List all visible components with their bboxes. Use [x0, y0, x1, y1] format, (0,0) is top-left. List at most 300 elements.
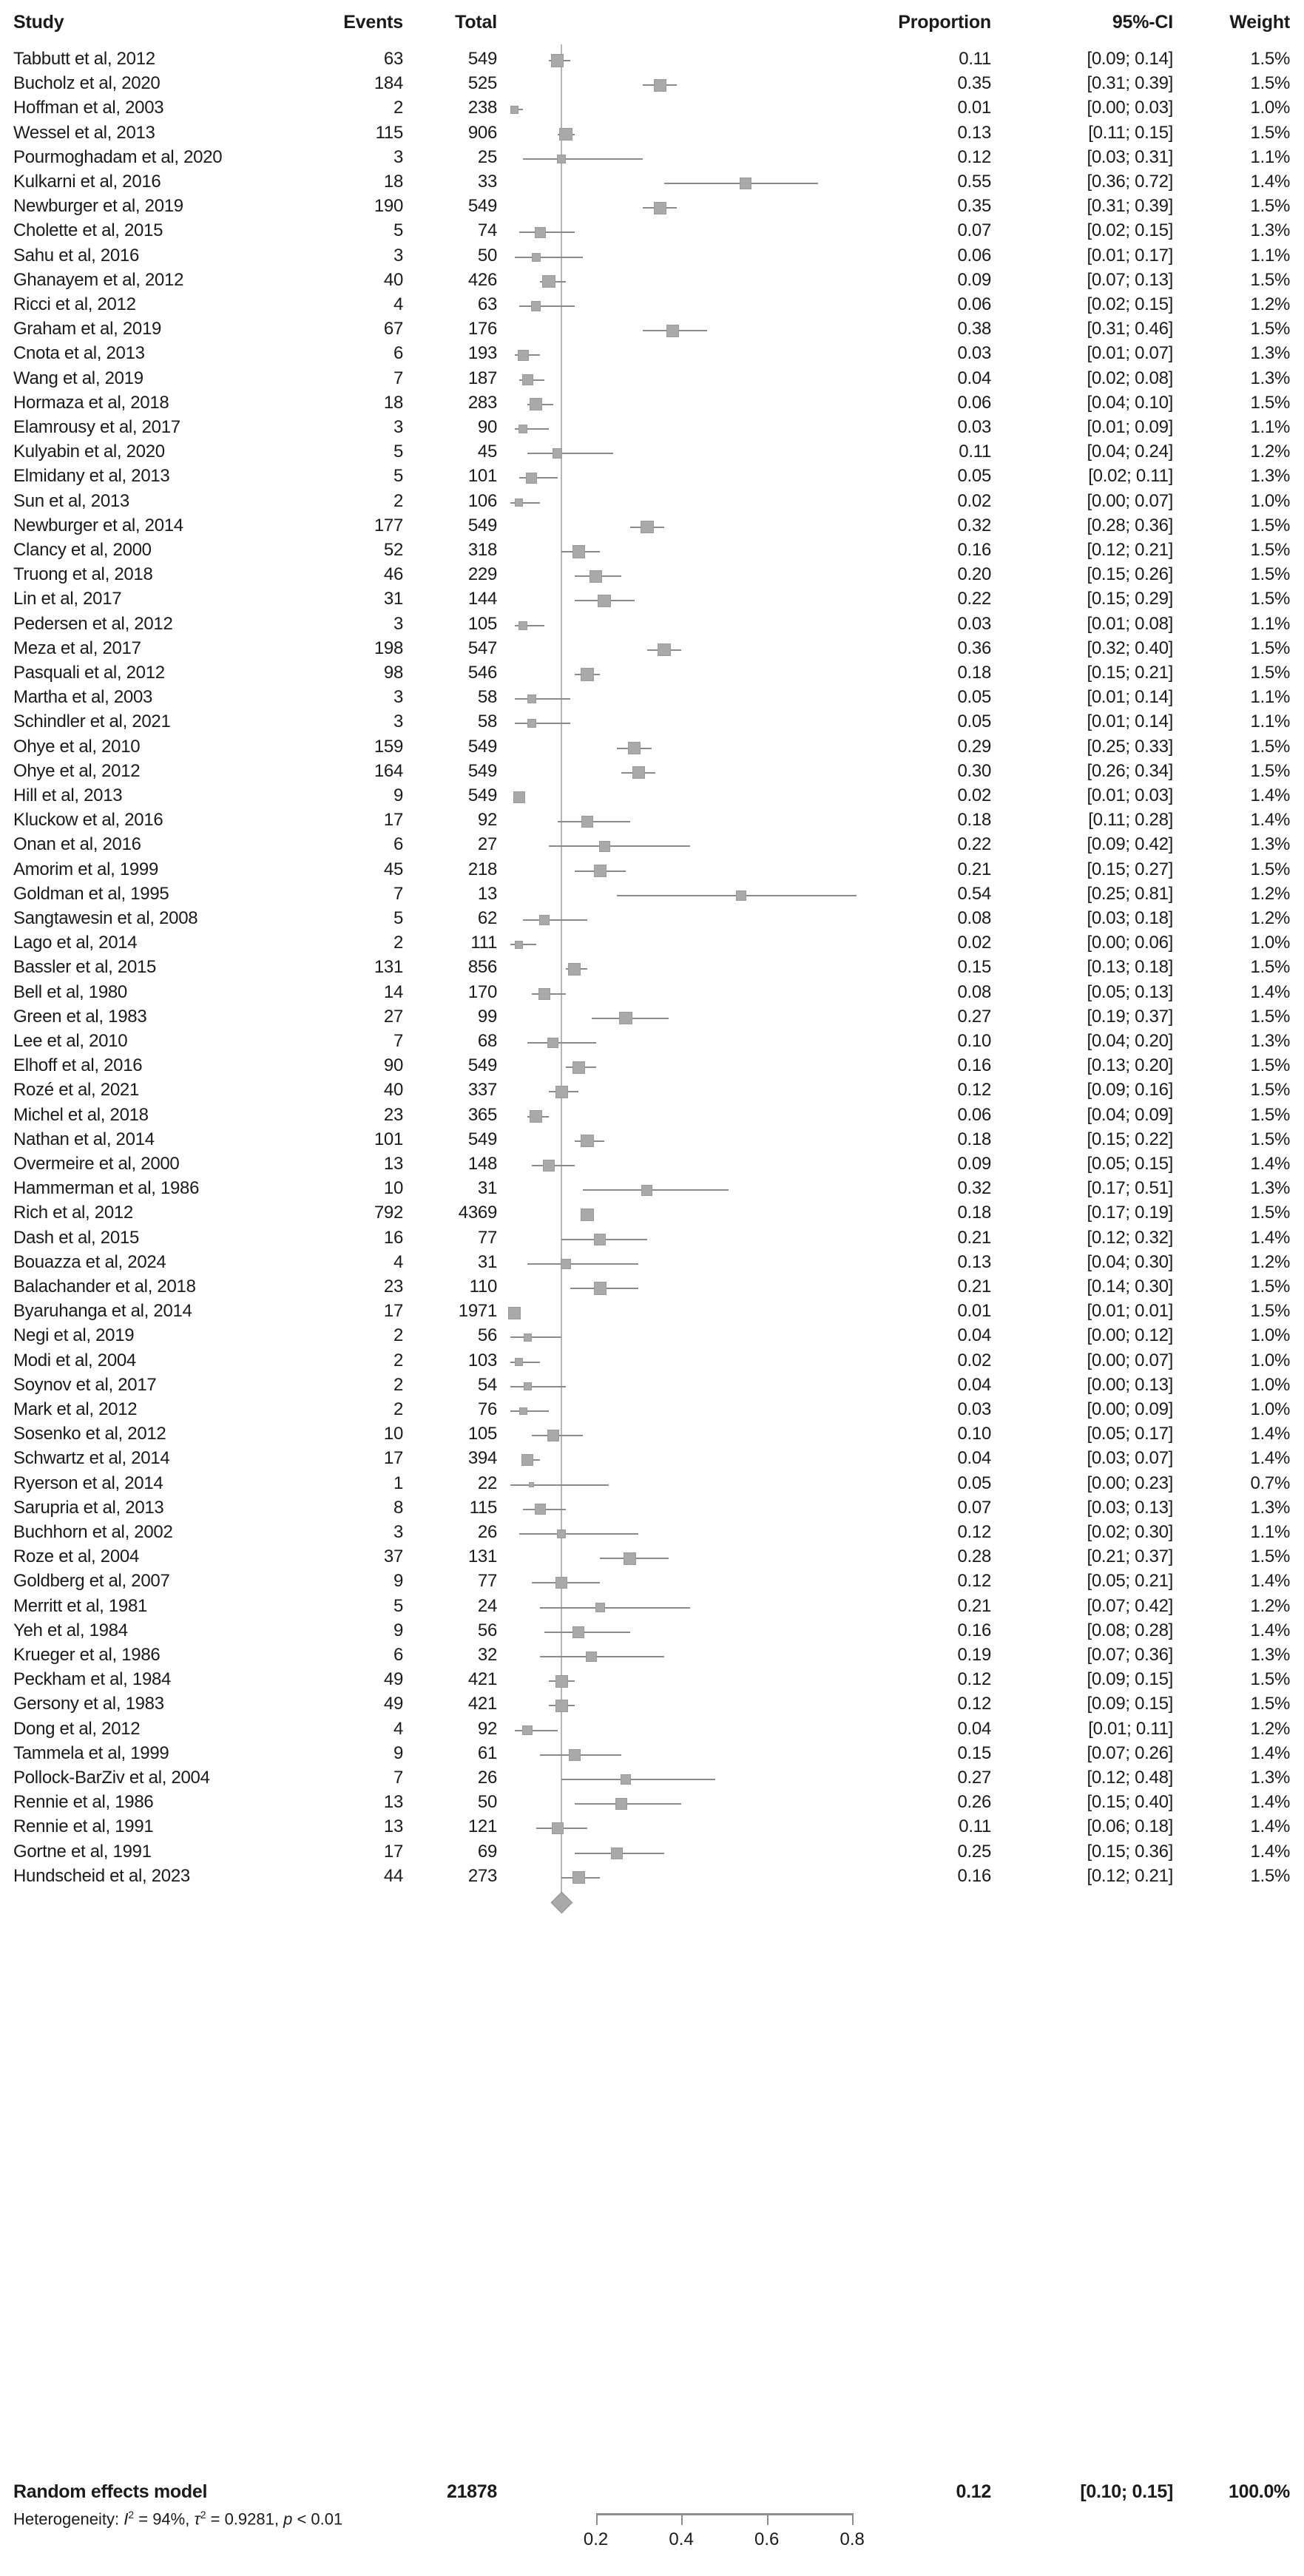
row-events: 792	[374, 1203, 403, 1223]
row-total: 238	[467, 98, 497, 118]
row-proportion: 0.01	[957, 98, 991, 118]
row-events: 7	[393, 883, 403, 904]
row-ci: [0.15; 0.29]	[1087, 589, 1173, 609]
row-proportion: 0.18	[957, 1203, 991, 1223]
row-ci: [0.28; 0.36]	[1087, 515, 1173, 535]
row-ci: [0.07; 0.26]	[1087, 1742, 1173, 1763]
row-ci: [0.01; 0.03]	[1087, 785, 1173, 805]
table-row	[0, 1080, 1304, 1104]
row-proportion: 0.27	[957, 1768, 991, 1788]
row-total: 421	[467, 1694, 497, 1714]
row-events: 67	[383, 319, 403, 339]
row-proportion: 0.32	[957, 515, 991, 535]
row-weight: 1.4%	[1250, 1154, 1290, 1174]
row-weight: 1.3%	[1250, 1768, 1290, 1788]
row-proportion: 0.16	[957, 1055, 991, 1076]
row-events: 46	[383, 564, 403, 585]
row-proportion: 0.18	[957, 1129, 991, 1149]
row-weight: 1.4%	[1250, 1841, 1290, 1862]
row-study-name: Truong et al, 2018	[13, 564, 153, 585]
row-events: 18	[383, 392, 403, 413]
row-proportion: 0.13	[957, 122, 991, 143]
row-proportion: 0.09	[957, 1154, 991, 1174]
row-proportion: 0.12	[957, 1571, 991, 1592]
row-proportion: 0.05	[957, 466, 991, 487]
row-events: 23	[383, 1277, 403, 1297]
row-study-name: Ohye et al, 2012	[13, 760, 141, 781]
row-study-name: Yeh et al, 1984	[13, 1620, 128, 1640]
table-row	[0, 1768, 1304, 1792]
row-ci: [0.12; 0.21]	[1087, 1865, 1173, 1886]
row-events: 131	[374, 957, 403, 978]
row-proportion: 0.54	[957, 883, 991, 904]
row-total: 105	[467, 1424, 497, 1444]
row-study-name: Rennie et al, 1991	[13, 1816, 154, 1837]
row-events: 2	[393, 933, 403, 953]
row-study-name: Amorim et al, 1999	[13, 859, 159, 879]
row-study-name: Kulkarni et al, 2016	[13, 172, 161, 192]
row-events: 13	[383, 1816, 403, 1837]
table-row	[0, 466, 1304, 490]
row-events: 184	[374, 73, 403, 94]
row-weight: 1.4%	[1250, 1227, 1290, 1248]
row-study-name: Clancy et al, 2000	[13, 540, 152, 560]
row-ci: [0.04; 0.09]	[1087, 1104, 1173, 1125]
row-study-name: Newburger et al, 2014	[13, 515, 183, 535]
het-p-value: < 0.01	[292, 2509, 343, 2529]
row-total: 22	[477, 1473, 497, 1493]
row-proportion: 0.22	[957, 589, 991, 609]
table-row	[0, 294, 1304, 319]
row-proportion: 0.21	[957, 859, 991, 879]
row-proportion: 0.02	[957, 785, 991, 805]
table-row	[0, 589, 1304, 613]
axis-tick-label: 0.6	[754, 2529, 780, 2549]
row-weight: 1.4%	[1250, 1816, 1290, 1837]
row-proportion: 0.08	[957, 981, 991, 1002]
table-row	[0, 196, 1304, 220]
row-events: 8	[393, 1497, 403, 1518]
row-total: 4369	[458, 1203, 497, 1223]
row-study-name: Byaruhanga et al, 2014	[13, 1301, 192, 1322]
row-proportion: 0.04	[957, 1448, 991, 1469]
table-row	[0, 319, 1304, 343]
row-study-name: Elmidany et al, 2013	[13, 466, 170, 487]
row-proportion: 0.04	[957, 1374, 991, 1395]
row-weight: 1.4%	[1250, 1792, 1290, 1813]
row-proportion: 0.55	[957, 172, 991, 192]
row-total: 549	[467, 736, 497, 757]
row-study-name: Goldberg et al, 2007	[13, 1571, 170, 1592]
het-tau-label: τ	[194, 2509, 200, 2529]
row-study-name: Dong et al, 2012	[13, 1718, 141, 1739]
row-ci: [0.12; 0.48]	[1087, 1768, 1173, 1788]
row-total: 105	[467, 613, 497, 634]
row-weight: 1.5%	[1250, 1104, 1290, 1125]
row-events: 2	[393, 1325, 403, 1346]
table-row	[0, 1792, 1304, 1816]
row-weight: 1.5%	[1250, 957, 1290, 978]
table-row	[0, 368, 1304, 393]
row-ci: [0.07; 0.36]	[1087, 1645, 1173, 1665]
row-weight: 1.3%	[1250, 1178, 1290, 1199]
row-weight: 1.4%	[1250, 1571, 1290, 1592]
row-events: 13	[383, 1792, 403, 1813]
row-proportion: 0.16	[957, 540, 991, 560]
row-events: 4	[393, 1251, 403, 1272]
row-weight: 1.5%	[1250, 564, 1290, 585]
row-proportion: 0.10	[957, 1031, 991, 1051]
row-proportion: 0.12	[957, 1080, 991, 1101]
row-ci: [0.01; 0.08]	[1087, 613, 1173, 634]
row-study-name: Lago et al, 2014	[13, 933, 138, 953]
row-ci: [0.12; 0.21]	[1087, 540, 1173, 560]
row-proportion: 0.03	[957, 613, 991, 634]
row-total: 74	[477, 220, 497, 241]
row-total: 1971	[458, 1301, 497, 1322]
row-proportion: 0.15	[957, 957, 991, 978]
row-proportion: 0.09	[957, 269, 991, 290]
row-events: 10	[383, 1424, 403, 1444]
row-proportion: 0.04	[957, 368, 991, 388]
row-total: 549	[467, 515, 497, 535]
row-ci: [0.01; 0.11]	[1088, 1718, 1173, 1739]
row-total: 421	[467, 1669, 497, 1690]
row-weight: 1.0%	[1250, 933, 1290, 953]
row-study-name: Soynov et al, 2017	[13, 1374, 157, 1395]
row-events: 2	[393, 98, 403, 118]
row-ci: [0.01; 0.09]	[1087, 417, 1173, 437]
row-ci: [0.19; 0.37]	[1087, 1006, 1173, 1027]
row-study-name: Ryerson et al, 2014	[13, 1473, 163, 1493]
row-proportion: 0.08	[957, 908, 991, 928]
row-study-name: Dash et al, 2015	[13, 1227, 139, 1248]
row-study-name: Negi et al, 2019	[13, 1325, 135, 1346]
row-events: 17	[383, 1448, 403, 1469]
row-weight: 1.3%	[1250, 1031, 1290, 1051]
row-ci: [0.31; 0.46]	[1087, 319, 1173, 339]
row-events: 27	[383, 1006, 403, 1027]
table-row	[0, 638, 1304, 663]
row-study-name: Overmeire et al, 2000	[13, 1154, 180, 1174]
row-weight: 1.2%	[1250, 1251, 1290, 1272]
row-weight: 1.5%	[1250, 638, 1290, 658]
row-ci: [0.03; 0.31]	[1087, 146, 1173, 167]
row-total: 61	[477, 1742, 497, 1763]
table-row	[0, 1719, 1304, 1743]
row-study-name: Ohye et al, 2010	[13, 736, 141, 757]
row-study-name: Krueger et al, 1986	[13, 1645, 161, 1665]
row-events: 6	[393, 343, 403, 364]
row-total: 76	[477, 1399, 497, 1419]
row-weight: 1.3%	[1250, 368, 1290, 388]
row-study-name: Pedersen et al, 2012	[13, 613, 173, 634]
row-ci: [0.09; 0.15]	[1087, 1694, 1173, 1714]
table-row	[0, 1866, 1304, 1890]
axis-tick-label: 0.8	[840, 2529, 865, 2549]
row-proportion: 0.10	[957, 1424, 991, 1444]
table-row	[0, 1620, 1304, 1645]
row-weight: 1.0%	[1250, 1325, 1290, 1346]
table-row	[0, 73, 1304, 98]
row-total: 27	[477, 834, 497, 855]
row-events: 16	[383, 1227, 403, 1248]
row-events: 7	[393, 368, 403, 388]
row-proportion: 0.12	[957, 146, 991, 167]
table-row	[0, 1399, 1304, 1424]
row-total: 24	[477, 1595, 497, 1616]
row-proportion: 0.05	[957, 711, 991, 732]
row-proportion: 0.29	[957, 736, 991, 757]
axis-tick-label: 0.4	[669, 2529, 694, 2549]
row-proportion: 0.06	[957, 294, 991, 314]
row-events: 31	[383, 589, 403, 609]
row-events: 45	[383, 859, 403, 879]
row-study-name: Bassler et al, 2015	[13, 957, 157, 978]
row-proportion: 0.18	[957, 663, 991, 683]
table-row	[0, 1669, 1304, 1694]
row-study-name: Hoffman et al, 2003	[13, 98, 164, 118]
row-weight: 1.0%	[1250, 1399, 1290, 1419]
row-events: 3	[393, 245, 403, 266]
row-ci: [0.09; 0.16]	[1087, 1080, 1173, 1101]
row-study-name: Pasquali et al, 2012	[13, 663, 165, 683]
heterogeneity-text	[13, 2509, 342, 2529]
row-weight: 1.1%	[1250, 146, 1290, 167]
row-total: 193	[467, 343, 497, 364]
row-events: 5	[393, 1595, 403, 1616]
row-weight: 1.3%	[1250, 220, 1290, 241]
row-total: 549	[467, 1129, 497, 1149]
row-total: 77	[477, 1227, 497, 1248]
row-total: 58	[477, 711, 497, 732]
row-total: 426	[467, 269, 497, 290]
row-weight: 1.5%	[1250, 1694, 1290, 1714]
table-row	[0, 1031, 1304, 1055]
column-header-total: Total	[455, 12, 497, 33]
row-study-name: Onan et al, 2016	[13, 834, 141, 855]
row-weight: 1.5%	[1250, 1546, 1290, 1567]
row-weight: 1.1%	[1250, 711, 1290, 732]
row-study-name: Kulyabin et al, 2020	[13, 442, 165, 462]
row-proportion: 0.25	[957, 1841, 991, 1862]
row-events: 7	[393, 1031, 403, 1051]
row-total: 77	[477, 1571, 497, 1592]
row-study-name: Sosenko et al, 2012	[13, 1424, 166, 1444]
table-row	[0, 1203, 1304, 1227]
row-proportion: 0.04	[957, 1718, 991, 1739]
row-events: 14	[383, 981, 403, 1002]
table-row	[0, 246, 1304, 270]
row-study-name: Rich et al, 2012	[13, 1203, 133, 1223]
row-weight: 1.0%	[1250, 98, 1290, 118]
row-study-name: Graham et al, 2019	[13, 319, 162, 339]
row-weight: 1.5%	[1250, 540, 1290, 560]
table-row	[0, 1473, 1304, 1498]
row-study-name: Rennie et al, 1986	[13, 1792, 154, 1813]
row-proportion: 0.04	[957, 1325, 991, 1346]
row-study-name: Lin et al, 2017	[13, 589, 122, 609]
row-weight: 1.0%	[1250, 1350, 1290, 1370]
summary-diamond	[551, 1891, 572, 1913]
row-total: 101	[467, 466, 497, 487]
row-total: 546	[467, 663, 497, 683]
row-study-name: Hormaza et al, 2018	[13, 392, 169, 413]
row-total: 56	[477, 1325, 497, 1346]
row-events: 6	[393, 1645, 403, 1665]
row-proportion: 0.16	[957, 1620, 991, 1640]
row-weight: 1.5%	[1250, 663, 1290, 683]
column-header-weight: Weight	[1229, 12, 1290, 33]
row-ci: [0.01; 0.17]	[1087, 245, 1173, 266]
row-study-name: Martha et al, 2003	[13, 687, 153, 708]
row-study-name: Sahu et al, 2016	[13, 245, 140, 266]
row-total: 144	[467, 589, 497, 609]
row-proportion: 0.11	[959, 1816, 991, 1837]
row-total: 54	[477, 1374, 497, 1395]
row-total: 63	[477, 294, 497, 314]
row-weight: 1.5%	[1250, 1865, 1290, 1886]
summary-ci: [0.10; 0.15]	[1080, 2481, 1173, 2502]
row-total: 549	[467, 1055, 497, 1076]
row-ci: [0.02; 0.15]	[1087, 220, 1173, 241]
row-ci: [0.17; 0.51]	[1087, 1178, 1173, 1199]
row-weight: 1.5%	[1250, 73, 1290, 94]
row-proportion: 0.26	[957, 1792, 991, 1813]
row-ci: [0.09; 0.15]	[1087, 1669, 1173, 1690]
row-events: 17	[383, 1301, 403, 1322]
row-events: 10	[383, 1178, 403, 1199]
row-ci: [0.31; 0.39]	[1087, 196, 1173, 217]
het-prefix: Heterogeneity:	[13, 2509, 124, 2529]
table-row	[0, 834, 1304, 859]
row-total: 273	[467, 1865, 497, 1886]
row-total: 318	[467, 540, 497, 560]
row-events: 101	[374, 1129, 403, 1149]
axis-tick	[596, 2513, 598, 2525]
row-weight: 1.5%	[1250, 515, 1290, 535]
row-study-name: Hundscheid et al, 2023	[13, 1865, 190, 1886]
row-weight: 1.3%	[1250, 1497, 1290, 1518]
row-ci: [0.31; 0.39]	[1087, 73, 1173, 94]
table-row	[0, 1178, 1304, 1203]
table-row	[0, 1129, 1304, 1154]
row-events: 40	[383, 269, 403, 290]
row-ci: [0.15; 0.36]	[1087, 1841, 1173, 1862]
row-ci: [0.02; 0.15]	[1087, 294, 1173, 314]
row-proportion: 0.32	[957, 1178, 991, 1199]
row-weight: 1.3%	[1250, 466, 1290, 487]
summary-row	[0, 2481, 1304, 2506]
row-events: 49	[383, 1669, 403, 1690]
row-proportion: 0.16	[957, 1865, 991, 1886]
row-total: 121	[467, 1816, 497, 1837]
table-row	[0, 515, 1304, 540]
row-proportion: 0.03	[957, 343, 991, 364]
x-axis	[510, 2513, 910, 2565]
row-study-name: Hill et al, 2013	[13, 785, 123, 805]
row-weight: 1.2%	[1250, 1595, 1290, 1616]
row-events: 18	[383, 172, 403, 192]
row-weight: 1.2%	[1250, 442, 1290, 462]
row-ci: [0.02; 0.30]	[1087, 1522, 1173, 1542]
row-proportion: 0.21	[957, 1227, 991, 1248]
row-proportion: 0.35	[957, 196, 991, 217]
row-weight: 1.5%	[1250, 1006, 1290, 1027]
table-row	[0, 1325, 1304, 1350]
row-study-name: Elhoff et al, 2016	[13, 1055, 143, 1076]
row-study-name: Goldman et al, 1995	[13, 883, 169, 904]
row-weight: 1.4%	[1250, 981, 1290, 1002]
row-weight: 1.5%	[1250, 1129, 1290, 1149]
row-weight: 1.2%	[1250, 908, 1290, 928]
row-proportion: 0.11	[959, 442, 991, 462]
row-total: 26	[477, 1768, 497, 1788]
row-events: 17	[383, 1841, 403, 1862]
row-total: 56	[477, 1620, 497, 1640]
table-row	[0, 1448, 1304, 1473]
table-row	[0, 1424, 1304, 1448]
table-row	[0, 1498, 1304, 1522]
row-events: 198	[374, 638, 403, 658]
row-total: 337	[467, 1080, 497, 1101]
row-weight: 1.4%	[1250, 810, 1290, 831]
row-ci: [0.04; 0.24]	[1087, 442, 1173, 462]
row-proportion: 0.02	[957, 933, 991, 953]
row-weight: 1.5%	[1250, 122, 1290, 143]
column-header-events: Events	[343, 12, 403, 33]
row-total: 69	[477, 1841, 497, 1862]
row-total: 549	[467, 49, 497, 69]
row-ci: [0.01; 0.14]	[1087, 687, 1173, 708]
table-row	[0, 270, 1304, 294]
row-study-name: Wang et al, 2019	[13, 368, 143, 388]
row-proportion: 0.05	[957, 687, 991, 708]
row-weight: 1.5%	[1250, 859, 1290, 879]
row-events: 190	[374, 196, 403, 217]
row-ci: [0.36; 0.72]	[1087, 172, 1173, 192]
row-ci: [0.00; 0.09]	[1087, 1399, 1173, 1419]
row-total: 31	[477, 1178, 497, 1199]
summary-weight: 100.0%	[1229, 2481, 1290, 2502]
row-proportion: 0.35	[957, 73, 991, 94]
table-row	[0, 908, 1304, 933]
table-row	[0, 1007, 1304, 1031]
row-total: 115	[469, 1497, 497, 1518]
row-ci: [0.03; 0.18]	[1087, 908, 1173, 928]
row-proportion: 0.02	[957, 1350, 991, 1370]
row-ci: [0.04; 0.20]	[1087, 1031, 1173, 1051]
row-ci: [0.03; 0.07]	[1087, 1448, 1173, 1469]
row-weight: 1.4%	[1250, 172, 1290, 192]
row-proportion: 0.28	[957, 1546, 991, 1567]
row-ci: [0.00; 0.03]	[1087, 98, 1173, 118]
table-row	[0, 540, 1304, 564]
row-events: 5	[393, 908, 403, 928]
column-header-ci: 95%-CI	[1112, 12, 1173, 33]
row-weight: 1.4%	[1250, 785, 1290, 805]
row-ci: [0.05; 0.21]	[1087, 1571, 1173, 1592]
row-events: 9	[393, 1742, 403, 1763]
table-row	[0, 1154, 1304, 1178]
row-ci: [0.02; 0.08]	[1087, 368, 1173, 388]
row-weight: 1.3%	[1250, 834, 1290, 855]
row-proportion: 0.20	[957, 564, 991, 585]
row-events: 159	[374, 736, 403, 757]
row-proportion: 0.21	[957, 1595, 991, 1616]
table-row	[0, 687, 1304, 711]
row-events: 90	[383, 1055, 403, 1076]
